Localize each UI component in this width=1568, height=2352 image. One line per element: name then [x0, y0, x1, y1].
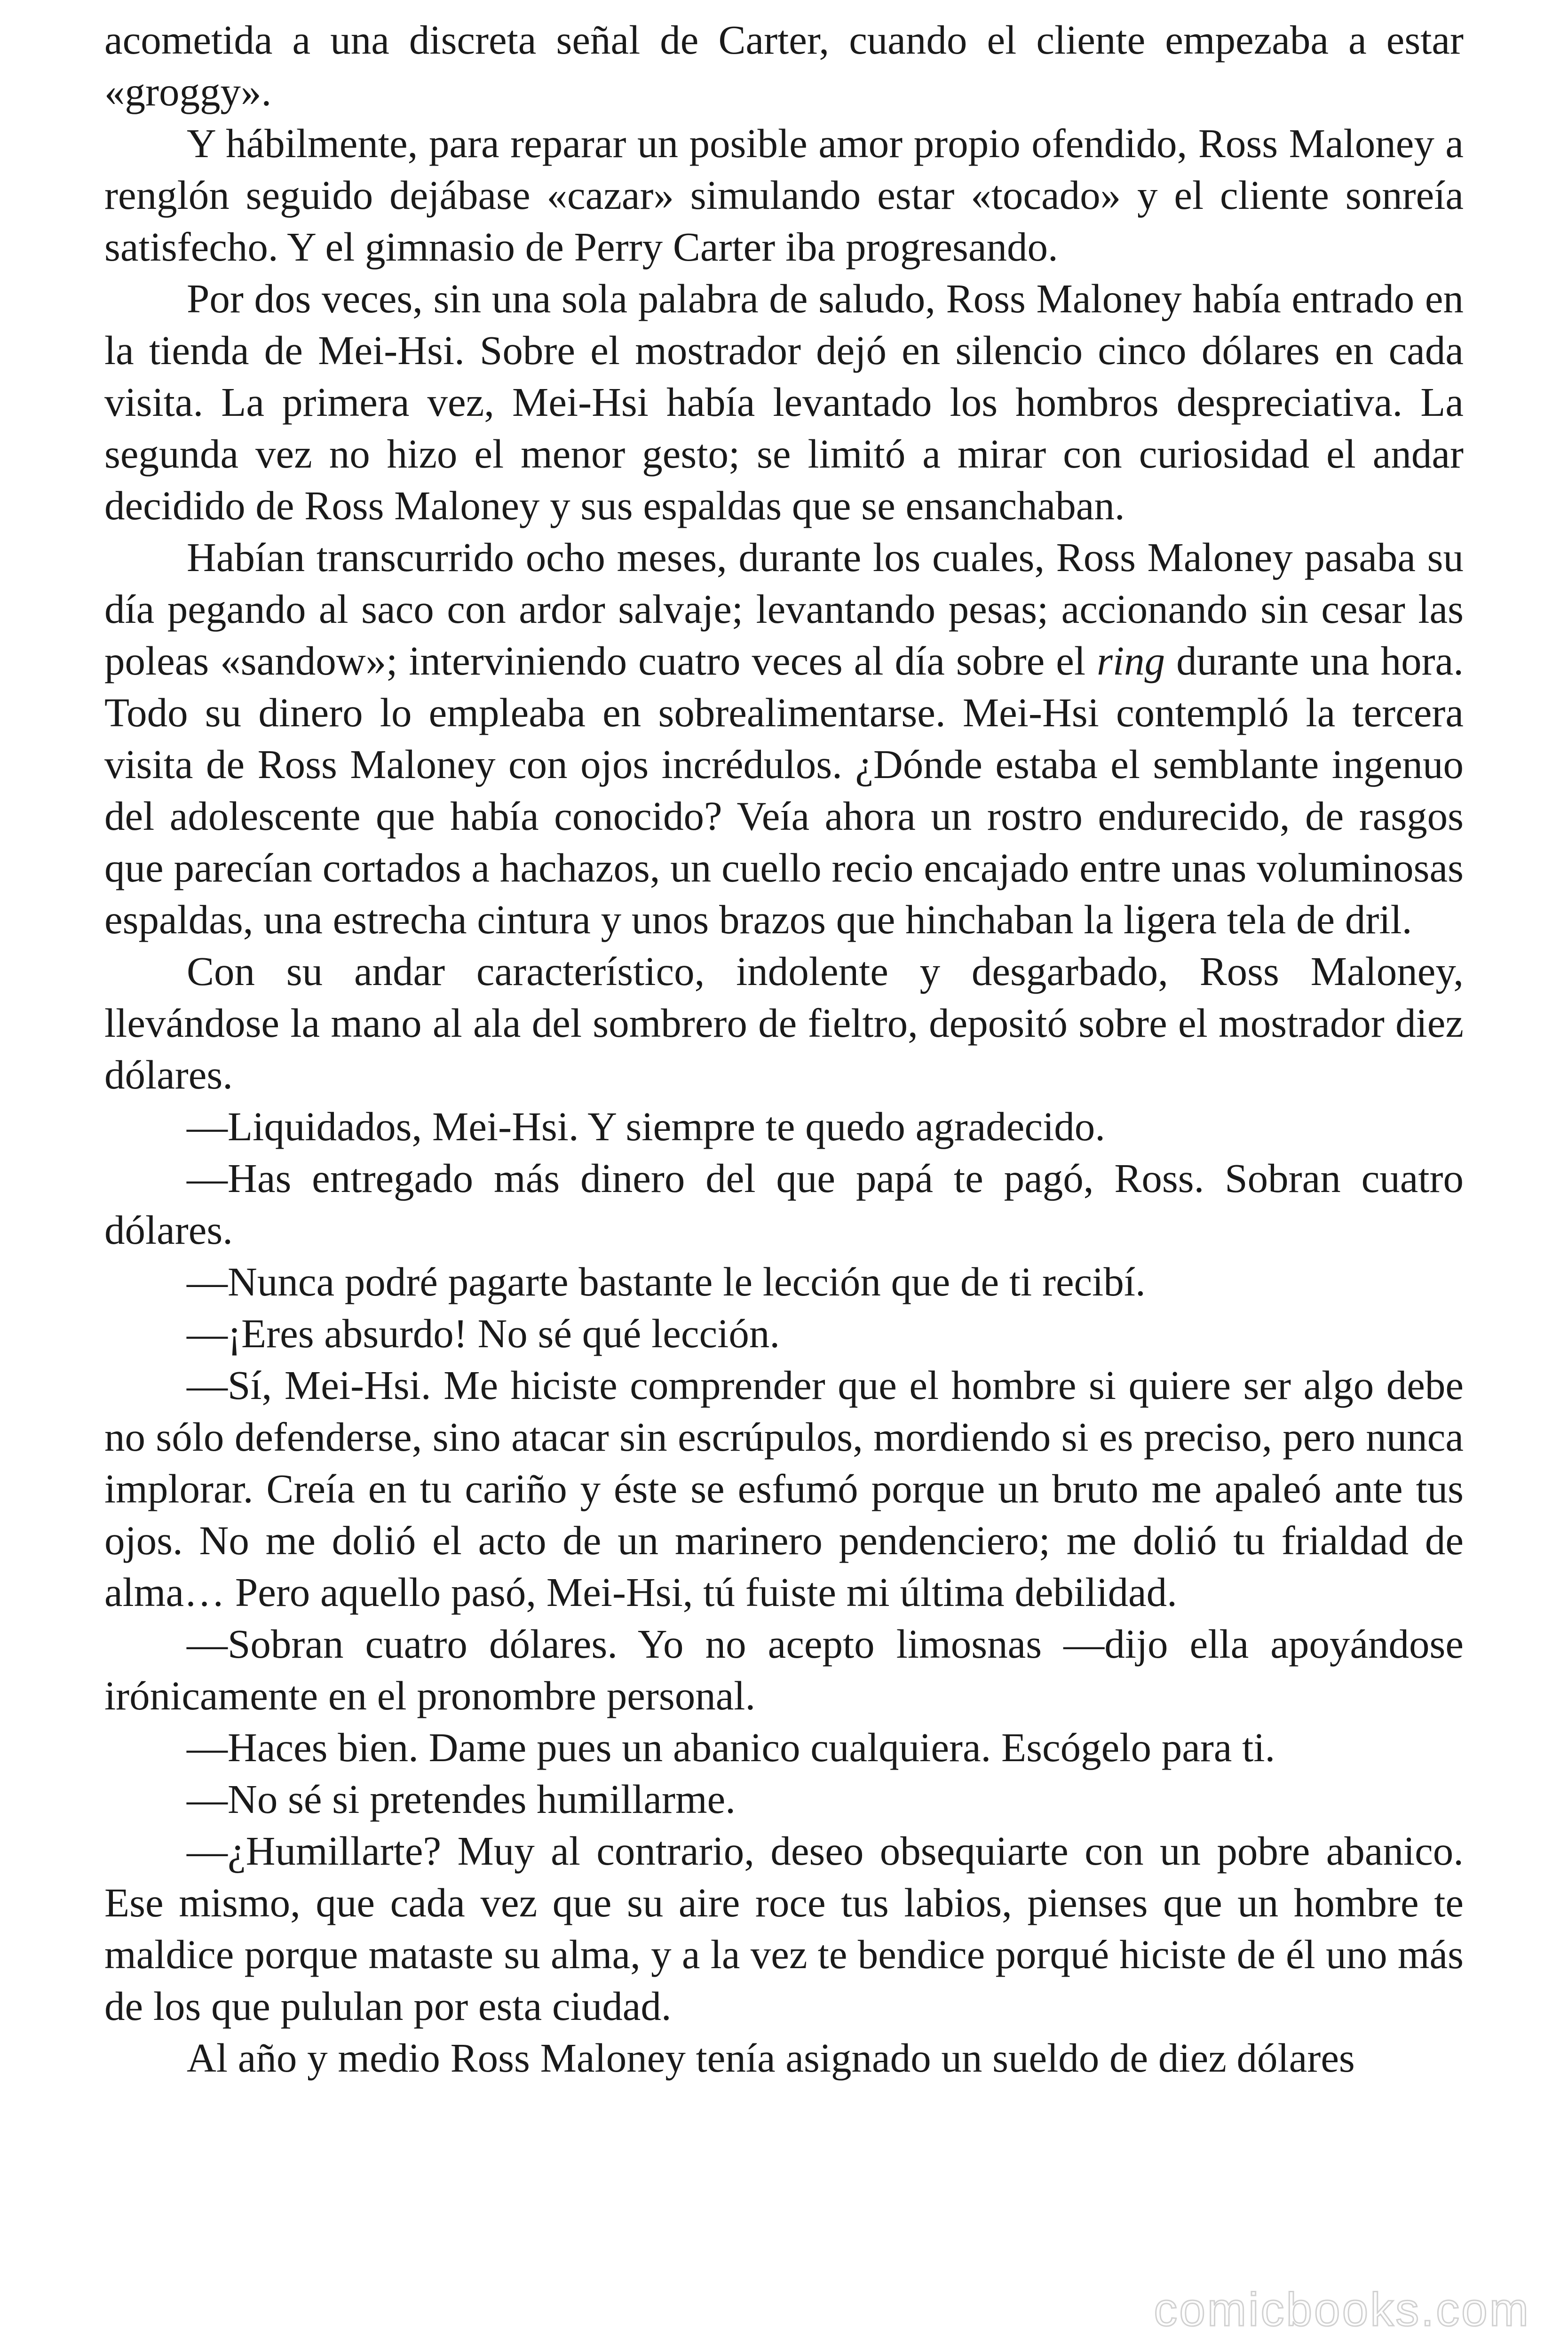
text-run: Con su andar característico, indolente y desgarbado, Ross Maloney, llevándose la mano al ala del sombrero de fieltro, depositó sobre el mostrador diez dólares. [104, 948, 1464, 1097]
paragraph [104, 14, 1464, 118]
text-run: —Sobran cuatro dólares. Yo no acepto limosnas —dijo ella apoyándose irónicamente en el pronombre personal. [104, 1621, 1464, 1718]
text-run: durante una hora. Todo su dinero lo empleaba en sobrealimentarse. Mei-Hsi contempló la tercera visita de Ross Maloney con ojos incrédulos. ¿Dónde estaba el semblante ingenuo del adolescente que había conocido? Veía ahora un rostro endurecido, de rasgos que parecían cortados a hachazos, un cuello recio encajado entre unas voluminosas espaldas, una estrecha cintura y unos brazos que hinchaban la ligera tela de dril. [104, 638, 1464, 942]
text-run: Al año y medio Ross Maloney tenía asignado un sueldo de diez dólares [187, 2035, 1355, 2081]
text-run: —No sé si pretendes humillarme. [187, 1776, 736, 1822]
paragraph [104, 1722, 1464, 1773]
paragraph [104, 532, 1464, 946]
paragraph [104, 1101, 1464, 1152]
text-run: Por dos veces, sin una sola palabra de saludo, Ross Maloney había entrado en la tienda de Mei-Hsi. Sobre el mostrador dejó en silencio cinco dólares en cada visita. La primera vez, Mei-Hsi había levantado los hombros despreciativa. La segunda vez no hizo el menor gesto; se limitó a mirar con curiosidad el andar decidido de Ross Maloney y sus espaldas que se ensanchaban. [104, 276, 1464, 528]
paragraph [104, 1256, 1464, 1308]
paragraph [104, 1773, 1464, 1825]
text-run: —Has entregado más dinero del que papá te pagó, Ross. Sobran cuatro dólares. [104, 1155, 1464, 1253]
text-run: Y hábilmente, para reparar un posible amor propio ofendido, Ross Maloney a renglón seguido dejábase «cazar» simulando estar «tocado» y el cliente sonreía satisfecho. Y el gimnasio de Perry Carter iba progresando. [104, 120, 1464, 270]
paragraph [104, 273, 1464, 532]
paragraph [104, 1308, 1464, 1359]
paragraph [104, 1359, 1464, 1618]
text-run: —Nunca podré pagarte bastante le lección que de ti recibí. [187, 1259, 1146, 1304]
paragraph [104, 1825, 1464, 2032]
text-run: —¡Eres absurdo! No sé qué lección. [187, 1311, 780, 1356]
text-run: —Sí, Mei-Hsi. Me hiciste comprender que el hombre si quiere ser algo debe no sólo defenderse, sino atacar sin escrúpulos, mordiendo si es preciso, pero nunca implorar. Creía en tu cariño y éste se esfumó porque un bruto me apaleó ante tus ojos. No me dolió el acto de un marinero pendenciero; me dolió tu frialdad de alma… Pero aquello pasó, Mei-Hsi, tú fuiste mi última debilidad. [104, 1362, 1464, 1615]
text-run: Habían transcurrido ocho meses, durante los cuales, Ross Maloney pasaba su día pegando al saco con ardor salvaje; levantando pesas; accionando sin cesar las poleas «sandow»; interviniendo cuatro veces al día sobre el [104, 534, 1464, 683]
italic-text: ring [1097, 638, 1165, 683]
text-run: acometida a una discreta señal de Carter, cuando el cliente empezaba a estar «groggy». [104, 17, 1464, 114]
paragraph [104, 946, 1464, 1101]
text-run: —Haces bien. Dame pues un abanico cualquiera. Escógelo para ti. [187, 1724, 1275, 1770]
paragraph [104, 1152, 1464, 1256]
paragraph [104, 118, 1464, 273]
paragraph [104, 1618, 1464, 1722]
page-text [104, 14, 1464, 2084]
watermark-logo: comicbooks.com [1154, 2283, 1530, 2336]
paragraph [104, 2032, 1464, 2084]
text-run: —¿Humillarte? Muy al contrario, deseo obsequiarte con un pobre abanico. Ese mismo, que cada vez que su aire roce tus labios, pienses que un hombre te maldice porque mataste su alma, y a la vez te bendice porqué hiciste de él uno más de los que pululan por esta ciudad. [104, 1828, 1464, 2029]
text-run: —Liquidados, Mei-Hsi. Y siempre te quedo agradecido. [187, 1104, 1105, 1149]
